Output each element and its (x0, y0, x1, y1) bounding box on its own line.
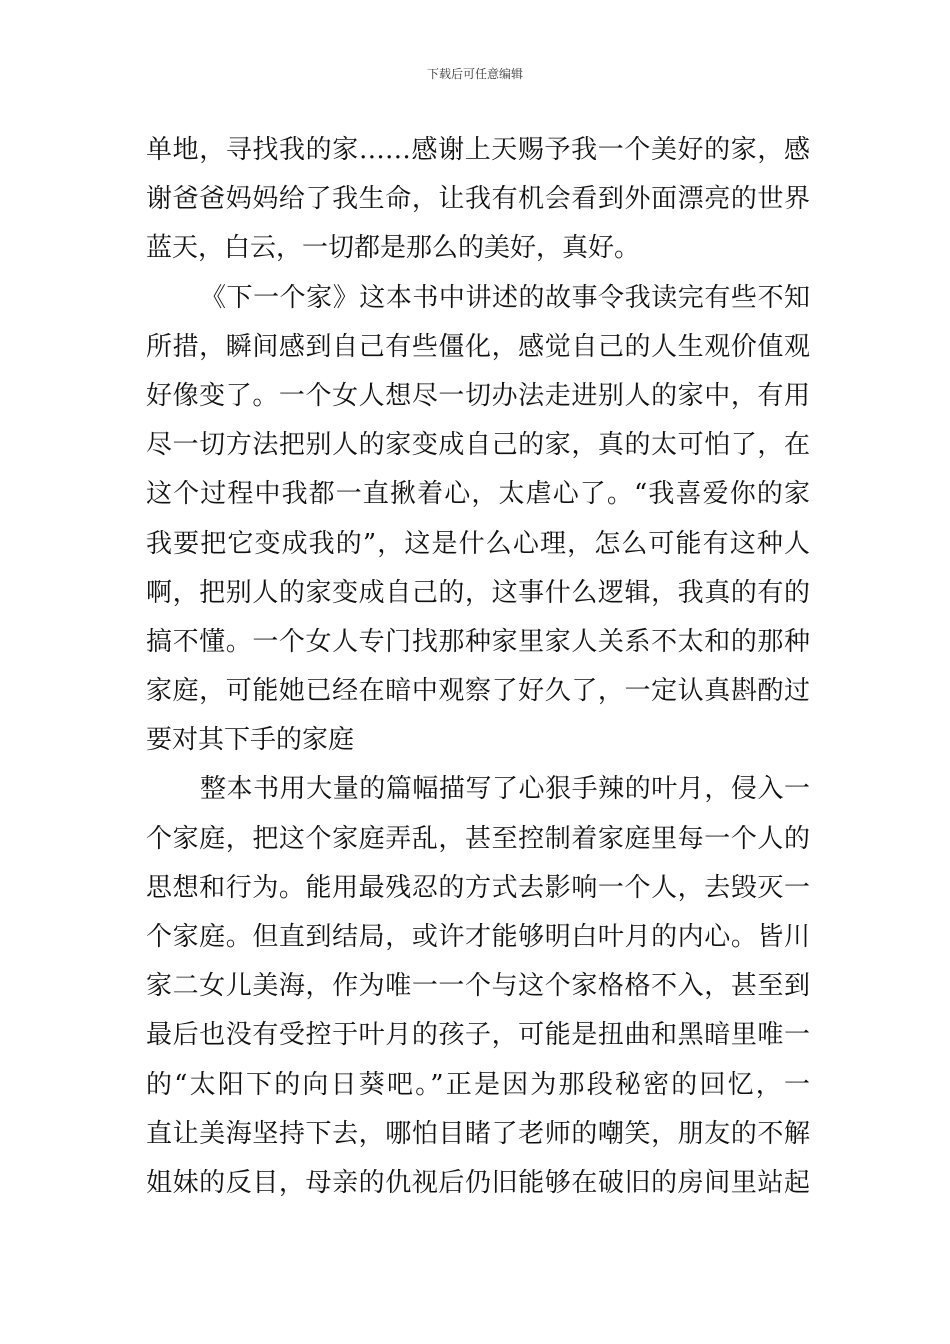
text-line: 《下一个家》这本书中讲述的故事令我读完有些不知 (200, 282, 810, 313)
text-line: 姐妹的反目，母亲的仇视后仍旧能够在破旧的房间里站起 (146, 1167, 810, 1198)
text-line: 最后也没有受控于叶月的孩子，可能是扭曲和黑暗里唯一 (146, 1020, 810, 1051)
text-line: 家庭，可能她已经在暗中观察了好久了，一定认真斟酌过 (146, 676, 810, 707)
text-line: 蓝天，白云，一切都是那么的美好，真好。 (146, 233, 641, 264)
text-line: 个家庭，把这个家庭弄乱，甚至控制着家庭里每一个人的 (146, 823, 810, 854)
text-line: 所措，瞬间感到自己有些僵化，感觉自己的人生观价值观 (146, 331, 810, 362)
page-header: 下载后可任意编辑 (426, 67, 523, 81)
text-line: 整本书用大量的篇幅描写了心狠手辣的叶月，侵入一 (200, 774, 810, 805)
text-line: 这个过程中我都一直揪着心，太虐心了。“我喜爱你的家 (146, 479, 810, 510)
text-line: 搞不懂。一个女人专门找那种家里家人关系不太和的那种 (146, 626, 810, 657)
text-line: 啊，把别人的家变成自己的，这事什么逻辑，我真的有的 (146, 577, 810, 608)
text-line: 谢爸爸妈妈给了我生命，让我有机会看到外面漂亮的世界 (146, 184, 810, 215)
text-line: 直让美海坚持下去，哪怕目睹了老师的嘲笑，朋友的不解 (146, 1118, 810, 1149)
body-text (146, 126, 810, 1208)
text-line: 好像变了。一个女人想尽一切办法走进别人的家中，有用 (146, 380, 810, 411)
text-line: 思想和行为。能用最残忍的方式去影响一个人，去毁灭一 (146, 872, 810, 903)
text-line: 要对其下手的家庭 (146, 725, 355, 756)
text-line: 家二女儿美海，作为唯一一个与这个家格格不入，甚至到 (146, 971, 810, 1002)
text-line: 单地，寻找我的家……感谢上天赐予我一个美好的家，感 (146, 135, 810, 165)
text-line: 尽一切方法把别人的家变成自己的家，真的太可怕了，在 (146, 430, 810, 461)
text-line: 个家庭。但直到结局，或许才能够明白叶月的内心。皆川 (146, 922, 810, 952)
text-line: 我要把它变成我的”，这是什么心理，怎么可能有这种人 (146, 528, 810, 559)
text-line: 的“太阳下的向日葵吧。”正是因为那段秘密的回忆，一 (146, 1069, 810, 1100)
